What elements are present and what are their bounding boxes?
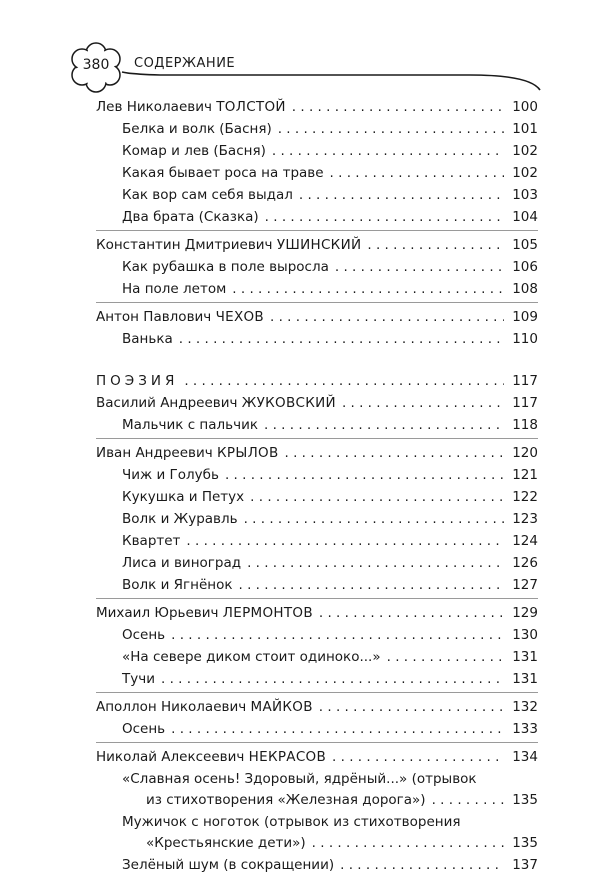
toc-author-entry[interactable] — [96, 696, 538, 718]
toc-page-number: 120 — [512, 445, 538, 461]
toc-page-number: 135 — [512, 835, 538, 851]
leader-dots — [367, 234, 504, 256]
leader-dots — [319, 602, 504, 624]
toc-item-title: из стихотворения «Железная дорога») — [146, 792, 426, 808]
leader-dots — [179, 328, 504, 350]
toc-item-title: Квартет — [122, 533, 181, 549]
toc-item[interactable] — [96, 530, 538, 552]
leader-dots — [278, 118, 504, 140]
author-first-name: Иван Андреевич — [96, 445, 213, 461]
toc-page-number: 133 — [512, 721, 538, 737]
toc-item-title: На поле летом — [122, 281, 227, 297]
toc-author-entry[interactable] — [96, 442, 538, 464]
toc-item[interactable] — [96, 206, 538, 228]
toc-page-number: 108 — [512, 281, 538, 297]
author-first-name: Лев Николаевич — [96, 99, 212, 115]
toc-page-number: 129 — [512, 605, 538, 621]
toc-item-title: Тучи — [122, 671, 155, 687]
toc-page-number: 105 — [512, 237, 538, 253]
toc-author-entry[interactable] — [96, 96, 538, 118]
author-first-name: Антон Павлович — [96, 309, 212, 325]
leader-dots — [239, 574, 504, 596]
toc-item-title: Мужичок с ноготок (отрывок из стихотворения — [122, 814, 461, 830]
toc-item[interactable] — [96, 646, 538, 668]
author-surname: МАЙКОВ — [250, 699, 313, 715]
toc-item-title: Волк и Ягнёнок — [122, 577, 233, 593]
leader-dots — [265, 206, 504, 228]
divider — [96, 692, 538, 693]
toc-page-number: 131 — [512, 649, 538, 665]
header-decoration — [0, 0, 600, 110]
leader-dots — [299, 184, 504, 206]
toc-item[interactable] — [96, 256, 538, 278]
leader-dots — [171, 718, 504, 740]
leader-dots — [264, 414, 504, 436]
toc-page-number: 135 — [512, 792, 538, 808]
leader-dots — [171, 624, 504, 646]
toc-page-number: 109 — [512, 309, 538, 325]
leader-dots — [250, 486, 504, 508]
toc-item[interactable] — [96, 162, 538, 184]
toc-item-title: Мальчик с пальчик — [122, 417, 259, 433]
toc-author-entry[interactable] — [96, 234, 538, 256]
toc-item[interactable] — [96, 574, 538, 596]
leader-dots — [225, 464, 504, 486]
toc-item-line[interactable] — [96, 811, 538, 832]
leader-dots — [161, 668, 504, 690]
toc-page-number: 104 — [512, 209, 538, 225]
toc-page-number: 118 — [512, 417, 538, 433]
leader-dots — [335, 256, 504, 278]
toc-item[interactable] — [96, 508, 538, 530]
toc-item-title: «Крестьянские дети») — [146, 835, 306, 851]
toc-page-number: 103 — [512, 187, 538, 203]
leader-dots — [332, 746, 504, 768]
toc-item[interactable] — [96, 718, 538, 740]
toc-item-title: «Славная осень! Здоровый, ядрёный...» (отрывок — [122, 771, 477, 787]
page-header — [0, 0, 600, 110]
toc-item[interactable] — [96, 486, 538, 508]
toc-item-title: Осень — [122, 627, 166, 643]
author-surname: ЖУКОВСКИЙ — [241, 395, 336, 411]
author-first-name: Василий Андреевич — [96, 395, 238, 411]
toc-item[interactable] — [96, 464, 538, 486]
toc-item[interactable] — [96, 624, 538, 646]
leader-dots — [330, 162, 504, 184]
leader-dots — [247, 552, 504, 574]
leader-dots — [232, 278, 504, 300]
toc-author-entry[interactable] — [96, 392, 538, 414]
toc-page-number: 100 — [512, 99, 538, 115]
toc-item[interactable] — [96, 278, 538, 300]
toc-item-line[interactable] — [96, 789, 538, 811]
divider — [96, 230, 538, 231]
leader-dots — [272, 140, 504, 162]
toc-item[interactable] — [96, 414, 538, 436]
toc-page-number: 110 — [512, 331, 538, 347]
toc-page-number: 122 — [512, 489, 538, 505]
toc-author-entry[interactable] — [96, 306, 538, 328]
author-surname: УШИНСКИЙ — [276, 237, 362, 253]
toc-item-line[interactable] — [96, 768, 538, 789]
page-number: 380 — [82, 57, 110, 73]
leader-dots — [244, 508, 504, 530]
toc-author-entry[interactable] — [96, 602, 538, 624]
divider — [96, 742, 538, 743]
toc-page-number: 124 — [512, 533, 538, 549]
leader-dots — [342, 392, 504, 414]
author-first-name: Константин Дмитриевич — [96, 237, 273, 253]
author-surname: ЛЕРМОНТОВ — [222, 605, 313, 621]
section-label: ПОЭЗИЯ — [96, 373, 179, 389]
toc-item-title: Белка и волк (Басня) — [122, 121, 272, 137]
toc-page-number: 123 — [512, 511, 538, 527]
author-first-name: Аполлон Николаевич — [96, 699, 247, 715]
toc-item-title: Зелёный шум (в сокращении) — [122, 857, 335, 873]
toc-page-number: 121 — [512, 467, 538, 483]
toc-item-title: Как рубашка в поле выросла — [122, 259, 329, 275]
toc-item[interactable] — [96, 328, 538, 350]
toc-item-title: Кукушка и Петух — [122, 489, 245, 505]
toc-page-number: 106 — [512, 259, 538, 275]
toc-page-number: 134 — [512, 749, 538, 765]
leader-dots — [184, 370, 504, 392]
toc-page-number: 101 — [512, 121, 538, 137]
author-first-name: Михаил Юрьевич — [96, 605, 219, 621]
leader-dots — [319, 696, 504, 718]
header-rule — [122, 72, 540, 90]
table-of-contents — [96, 96, 538, 876]
toc-item[interactable] — [96, 118, 538, 140]
toc-item[interactable] — [96, 184, 538, 206]
toc-item-title: Осень — [122, 721, 166, 737]
toc-item-title: Как вор сам себя выдал — [122, 187, 293, 203]
divider — [96, 438, 538, 439]
toc-item-title: Ванька — [122, 331, 173, 347]
toc-page-number: 137 — [512, 857, 538, 873]
toc-author-entry[interactable] — [96, 746, 538, 768]
leader-dots — [186, 530, 504, 552]
toc-item[interactable] — [96, 854, 538, 876]
toc-item-title: Какая бывает роса на траве — [122, 165, 324, 181]
toc-item-title: Комар и лев (Басня) — [122, 143, 266, 159]
author-surname: НЕКРАСОВ — [248, 749, 327, 765]
toc-item[interactable] — [96, 552, 538, 574]
leader-dots — [387, 646, 504, 668]
toc-item-line[interactable] — [96, 832, 538, 854]
divider — [96, 302, 538, 303]
toc-page-number: 102 — [512, 143, 538, 159]
leader-dots — [312, 832, 504, 854]
toc-page-number: 102 — [512, 165, 538, 181]
toc-item[interactable] — [96, 140, 538, 162]
leader-dots — [432, 789, 504, 811]
author-surname: ЧЕХОВ — [215, 309, 264, 325]
toc-page-number: 130 — [512, 627, 538, 643]
toc-item-title: «На севере диком стоит одиноко...» — [122, 649, 381, 665]
toc-item[interactable] — [96, 668, 538, 690]
author-surname: КРЫЛОВ — [217, 445, 279, 461]
toc-page-number: 117 — [512, 373, 538, 389]
author-surname: ТОЛСТОЙ — [216, 99, 286, 115]
divider — [96, 598, 538, 599]
toc-page-number: 131 — [512, 671, 538, 687]
author-first-name: Николай Алексеевич — [96, 749, 245, 765]
toc-page-number: 132 — [512, 699, 538, 715]
toc-item-title: Лиса и виноград — [122, 555, 242, 571]
toc-page-number: 126 — [512, 555, 538, 571]
toc-item-title: Два брата (Сказка) — [122, 209, 259, 225]
toc-page-number: 127 — [512, 577, 538, 593]
toc-item-title: Волк и Журавль — [122, 511, 238, 527]
leader-dots — [285, 442, 504, 464]
leader-dots — [292, 96, 504, 118]
section-title: СОДЕРЖАНИЕ — [134, 56, 236, 71]
toc-page-number: 117 — [512, 395, 538, 411]
leader-dots — [340, 854, 504, 876]
toc-section-poetry[interactable] — [96, 370, 538, 392]
toc-item-title: Чиж и Голубь — [122, 467, 219, 483]
leader-dots — [270, 306, 504, 328]
